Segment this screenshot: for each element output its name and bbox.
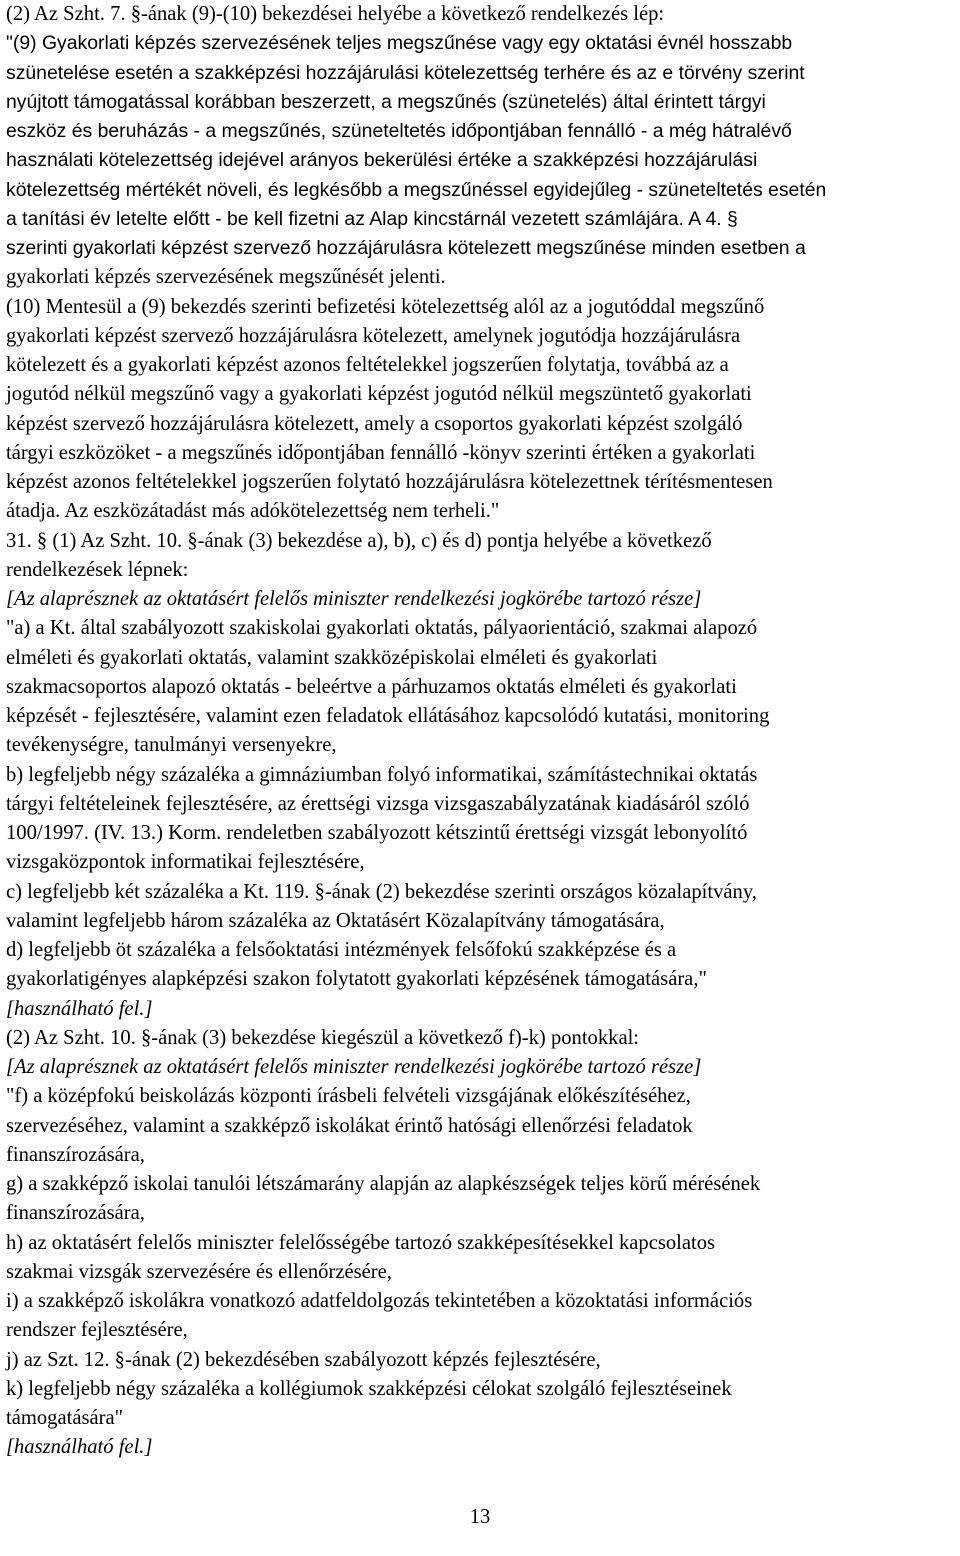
text-line: képzést azonos feltételekkel jogszerűen folytató hozzájárulásra kötelezettnek térítésmentesen: [6, 471, 773, 493]
text-line: tárgyi eszközöket - a megszűnés időpontjában fennálló -könyv szerinti értéken a gyakorlati: [6, 441, 756, 464]
text-line: szakmai vizsgák szervezésére és ellenőrzésére,: [6, 1260, 392, 1283]
text-line: gyakorlatigényes alapképzési szakon folytatott gyakorlati képzésének támogatására,": [6, 968, 707, 991]
text-line: d) legfeljebb öt százaléka a felsőoktatási intézmények felsőfokú szakképzése és a: [6, 939, 677, 961]
text-line: vizsgaközpontok informatikai fejlesztésére,: [6, 851, 365, 874]
text-line: a tanítási év letelte előtt - be kell fizetni az Alap kincstárnál vezetett számlájára. A 4. §: [6, 207, 738, 230]
text-line: 100/1997. (IV. 13.) Korm. rendeletben szabályozott kétszintű érettségi vizsgát lebonyolító: [6, 822, 748, 844]
text-line: szerinti gyakorlati képzést szervező hozzájárulásra kötelezett megszűnése minden esetben a: [6, 237, 806, 259]
text-line: [használható fel.]: [6, 997, 153, 1020]
text-line: g) a szakképző iskolai tanulói létszámarány alapján az alapkészségek teljes körű mérésének: [6, 1173, 761, 1195]
text-line: finanszírozására,: [6, 1202, 145, 1225]
text-line: finanszírozására,: [6, 1143, 145, 1166]
text-line: c) legfeljebb két százaléka a Kt. 119. §-ának (2) bekezdése szerinti országos közalapítvány,: [6, 880, 757, 903]
text-line: "(9) Gyakorlati képzés szervezésének teljes megszűnése vagy egy oktatási évnél hosszabb: [6, 32, 793, 55]
text-line: rendszer fejlesztésére,: [6, 1319, 188, 1342]
text-line: [használható fel.]: [6, 1436, 153, 1459]
text-line: [Az alaprésznek az oktatásért felelős miniszter rendelkezési jogkörébe tartozó része]: [6, 1056, 702, 1078]
text-line: rendelkezések lépnek:: [6, 558, 189, 581]
text-line: b) legfeljebb négy százaléka a gimnáziumban folyó informatikai, számítástechnikai oktatás: [6, 763, 758, 786]
text-line: használati kötelezettség idejével arányos bekerülési értéke a szakképzési hozzájárulási: [6, 149, 758, 172]
text-line: kötelezett és a gyakorlati képzést azonos feltételekkel jogszerűen folytatja, továbbá az a: [6, 354, 729, 376]
text-line: gyakorlati képzés szervezésének megszűnését jelenti.: [6, 266, 446, 289]
text-line: [Az alaprésznek az oktatásért felelős miniszter rendelkezési jogkörébe tartozó része]: [6, 588, 702, 610]
text-line: képzést szervező hozzájárulásra kötelezett, amely a csoportos gyakorlati képzést szolgáló: [6, 412, 743, 435]
text-line: kötelezettség mértékét növeli, és legkésőbb a megszűnéssel egyidejűleg - szüneteltetés esetén: [6, 178, 827, 201]
text-line: tárgyi feltételeinek fejlesztésére, az érettségi vizsga vizsgaszabályzatának kiadásáról szóló: [6, 792, 750, 815]
text-line: gyakorlati képzést szervező hozzájárulásra kötelezett, amelynek jogutódja hozzájárulásra: [6, 324, 741, 347]
text-line: i) a szakképző iskolákra vonatkozó adatfeldolgozás tekintetében a közoktatási információs: [6, 1290, 753, 1312]
text-line: szünetelése esetén a szakképzési hozzájárulási kötelezettség terhére és az e törvény szerint: [6, 61, 805, 84]
text-line: képzését - fejlesztésére, valamint ezen feladatok ellátásához kapcsolódó kutatási, monitoring: [6, 705, 770, 727]
page-number: 13: [469, 1506, 491, 1528]
text-line: h) az oktatásért felelős miniszter felelősségébe tartozó szakképesítésekkel kapcsolatos: [6, 1231, 716, 1254]
text-line: (2) Az Szht. 7. §-ának (9)-(10) bekezdései helyébe a következő rendelkezés lép:: [6, 3, 665, 25]
text-line: j) az Szt. 12. §-ának (2) bekezdésében szabályozott képzés fejlesztésére,: [6, 1348, 601, 1371]
text-line: átadja. Az eszközátadást más adókötelezettség nem terheli.": [6, 500, 500, 523]
text-line: 31. § (1) Az Szht. 10. §-ának (3) bekezdése a), b), c) és d) pontja helyébe a következő: [6, 529, 712, 552]
text-line: tevékenységre, tanulmányi versenyekre,: [6, 734, 337, 757]
text-line: szervezéséhez, valamint a szakképző iskolákat érintő hatósági ellenőrzési feladatok: [6, 1114, 693, 1137]
text-line: eszköz és beruházás - a megszűnés, szüneteltetés időpontjában fennálló - a még hátralévő: [6, 120, 792, 142]
text-line: támogatására": [6, 1407, 124, 1429]
text-line: "a) a Kt. által szabályozott szakiskolai gyakorlati oktatás, pályaorientáció, szakmai alapozó: [6, 617, 758, 640]
text-line: valamint legfeljebb három százaléka az Oktatásért Közalapítvány támogatására,: [6, 909, 665, 932]
text-line: nyújtott támogatással korábban beszerzett, a megszűnés (szünetelés) által érintett tárgyi: [6, 90, 766, 113]
text-line: szakmacsoportos alapozó oktatás - beleértve a párhuzamos oktatás elméleti és gyakorlati: [6, 675, 737, 698]
text-line: (10) Mentesül a (9) bekezdés szerinti befizetési kötelezettség alól az a jogutóddal megszűnő: [6, 295, 765, 318]
text-line: jogutód nélkül megszűnő vagy a gyakorlati képzést jogutód nélkül megszüntető gyakorlati: [6, 383, 752, 406]
text-line: elméleti és gyakorlati oktatás, valamint szakközépiskolai elméleti és gyakorlati: [6, 646, 658, 669]
text-line: (2) Az Szht. 10. §-ának (3) bekezdése kiegészül a következő f)-k) pontokkal:: [6, 1026, 640, 1049]
text-line: "f) a középfokú beiskolázás központi írásbeli felvételi vizsgájának előkészítéséhez,: [6, 1085, 691, 1108]
text-line: k) legfeljebb négy százaléka a kollégiumok szakképzési célokat szolgáló fejlesztéseinek: [6, 1377, 732, 1400]
